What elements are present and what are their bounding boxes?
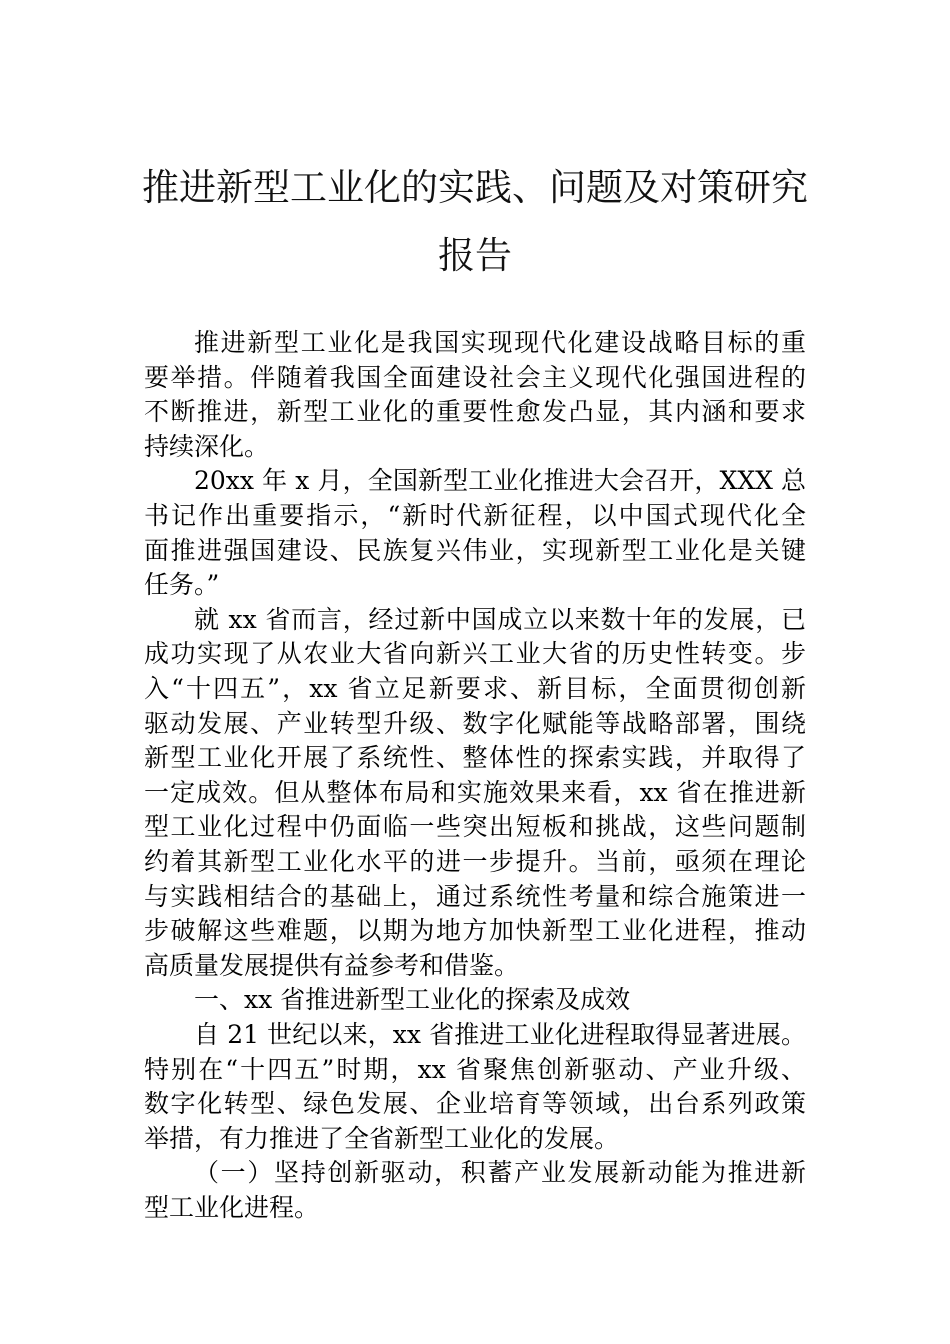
paragraph-2-line-1: 20xx 年 x 月，全国新型工业化推进大会召开，XXX 总	[194, 466, 806, 496]
paragraph-3-line-6: 一定成效。但从整体布局和实施效果来看，xx 省在推进新	[144, 777, 806, 807]
paragraph-3-line-8: 约着其新型工业化水平的进一步提升。当前，亟须在理论	[144, 847, 806, 876]
paragraph-3-line-1: 就 xx 省而言，经过新中国成立以来数十年的发展，已	[194, 604, 806, 634]
paragraph-3-line-11: 高质量发展提供有益参考和借鉴。	[144, 950, 520, 980]
paragraph-2-line-3: 面推进强国建设、民族复兴伟业，实现新型工业化是关键	[144, 535, 806, 565]
paragraph-2-line-4: 任务。”	[144, 570, 220, 600]
paragraph-4-line-1: 自 21 世纪以来，xx 省推进工业化进程取得显著进展。	[194, 1020, 806, 1049]
subsection-heading-1-line-1: （一）坚持创新驱动，积蓄产业发展新动能为推进新	[194, 1158, 806, 1188]
paragraph-4-line-4: 举措，有力推进了全省新型工业化的发展。	[144, 1123, 620, 1153]
paragraph-1-line-3: 不断推进，新型工业化的重要性愈发凸显，其内涵和要求	[144, 397, 806, 427]
paragraph-3-line-4: 驱动发展、产业转型升级、数字化赋能等战略部署，围绕	[144, 708, 806, 738]
paragraph-1-line-2: 要举措。伴随着我国全面建设社会主义现代化强国进程的	[144, 362, 806, 392]
document-title-continued: 报告	[438, 234, 512, 277]
paragraph-2-line-2: 书记作出重要指示，“新时代新征程，以中国式现代化全	[144, 501, 806, 530]
paragraph-3-line-3: 入“十四五”，xx 省立足新要求、新目标，全面贯彻创新	[144, 674, 806, 703]
paragraph-3-line-10: 步破解这些难题，以期为地方加快新型工业化进程，推动	[144, 916, 806, 946]
document-title: 推进新型工业化的实践、问题及对策研究	[142, 166, 808, 209]
paragraph-4-line-3: 数字化转型、绿色发展、企业培育等领域，出台系列政策	[144, 1089, 806, 1119]
paragraph-3-line-9: 与实践相结合的基础上，通过系统性考量和综合施策进一	[144, 881, 806, 911]
section-heading-1: 一、xx 省推进新型工业化的探索及成效	[194, 985, 631, 1015]
paragraph-1-line-4: 持续深化。	[144, 431, 270, 461]
paragraph-4-line-2: 特别在“十四五”时期，xx 省聚焦创新驱动、产业升级、	[144, 1054, 806, 1084]
paragraph-1-line-1: 推进新型工业化是我国实现现代化建设战略目标的重	[194, 328, 806, 357]
paragraph-3-line-7: 型工业化过程中仍面临一些突出短板和挑战，这些问题制	[144, 812, 806, 842]
subsection-heading-1-line-2: 型工业化进程。	[144, 1193, 320, 1222]
paragraph-3-line-5: 新型工业化开展了系统性、整体性的探索实践，并取得了	[144, 743, 806, 773]
paragraph-3-line-2: 成功实现了从农业大省向新兴工业大省的历史性转变。步	[144, 639, 806, 669]
